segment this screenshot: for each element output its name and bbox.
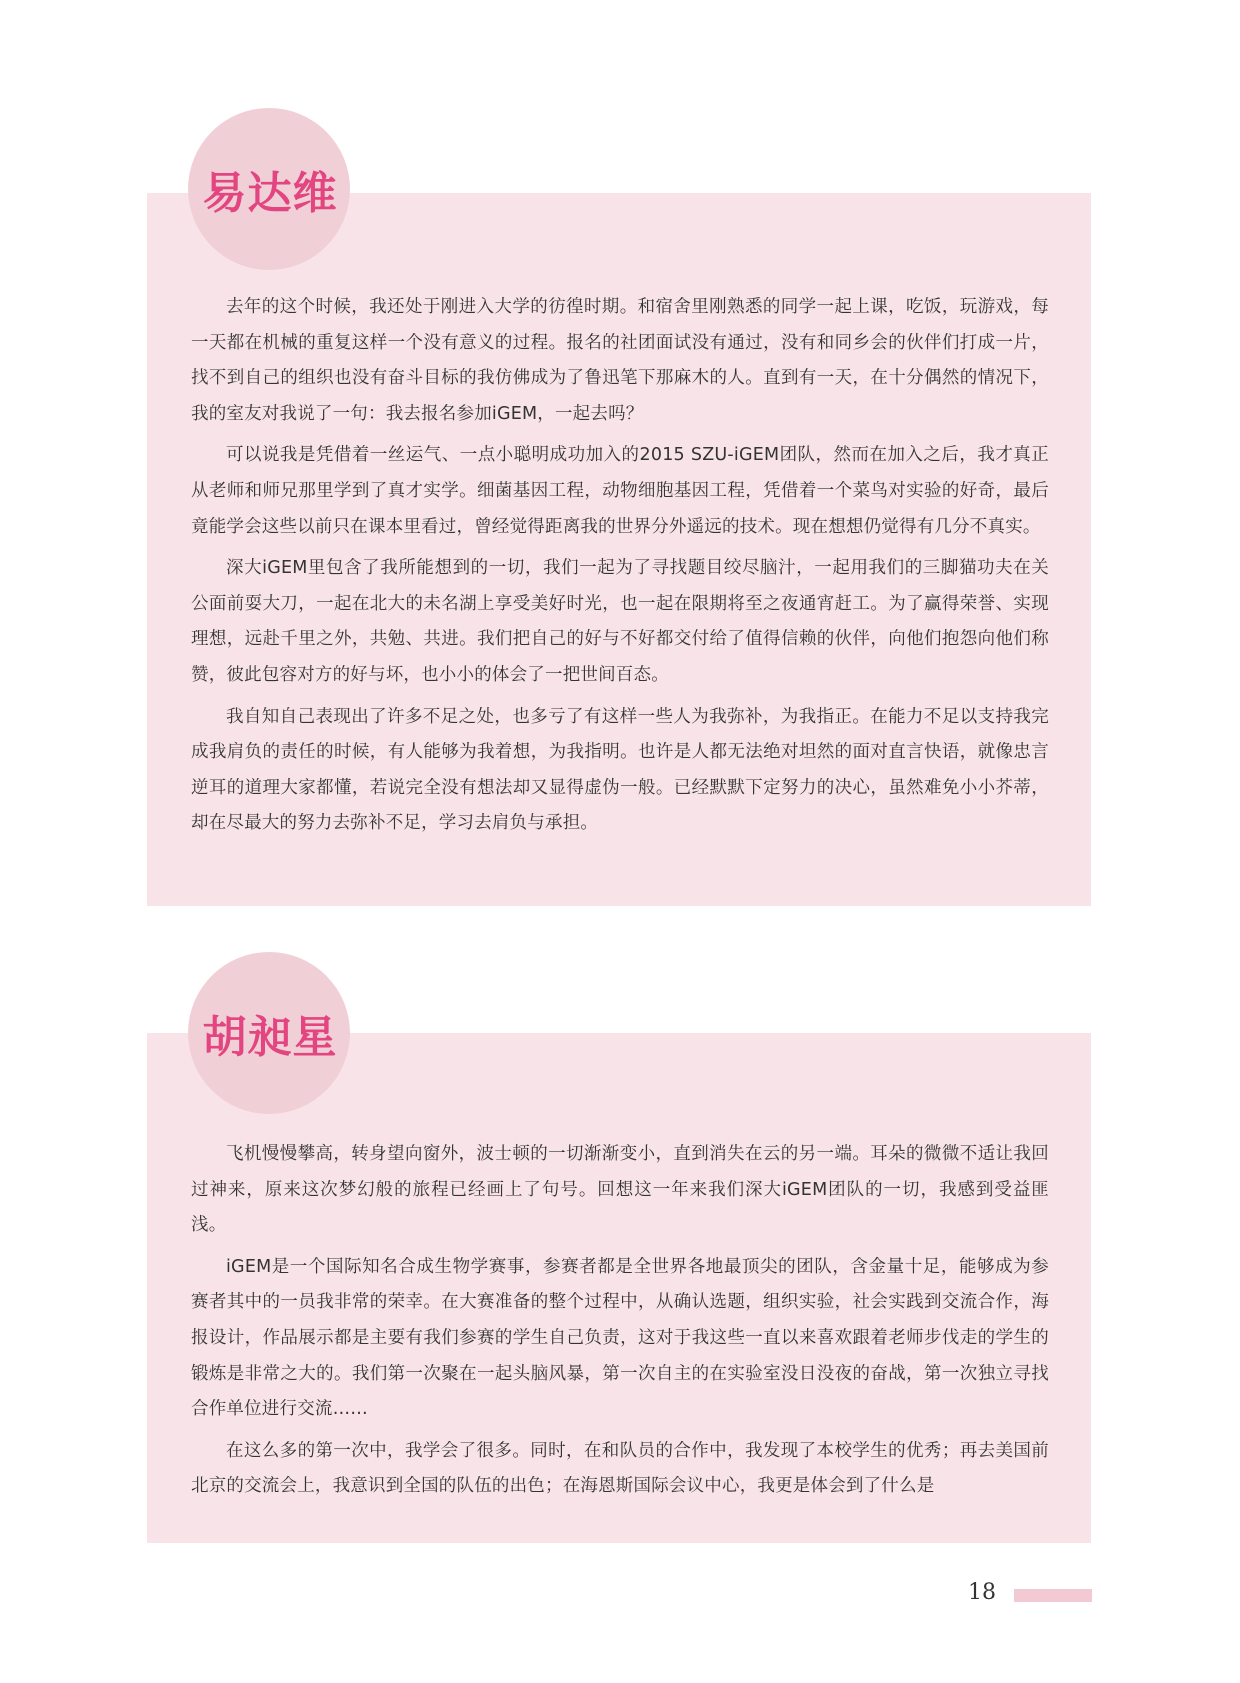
name-badge [188,952,350,1114]
section-author-name: 易达维 [202,168,338,219]
body-paragraph: iGEM是一个国际知名合成生物学赛事，参赛者都是全世界各地最顶尖的团队，含金量十足，能够成为参赛者其中的一员我非常的荣幸。在大赛准备的整个过程中，从确认选题，组织实验，社会实践到交流合作，海报设计，作品展示都是主要有我们参赛的学生自己负责，这对于我这些一直以来喜欢跟着老师步伐走的学生的锻炼是非常之大的。我们第一次聚在一起头脑风暴，第一次自主的在实验室没日没夜的奋战，第一次独立寻找合作单位进行交流…… [191,1256,1049,1420]
body-paragraph: 我自知自己表现出了许多不足之处，也多亏了有这样一些人为我弥补，为我指正。在能力不足以支持我完成我肩负的责任的时候，有人能够为我着想，为我指明。也许是人都无法绝对坦然的面对直言快语，就像忠言逆耳的道理大家都懂，若说完全没有想法却又显得虚伪一般。已经默默下定努力的决心，虽然难免小小芥蒂，却在尽最大的努力去弥补不足，学习去肩负与承担。 [191,706,1049,834]
body-paragraph: 深大iGEM里包含了我所能想到的一切，我们一起为了寻找题目绞尽脑汁，一起用我们的三脚猫功夫在关公面前耍大刀，一起在北大的未名湖上享受美好时光，也一起在限期将至之夜通宵赶工。为了赢得荣誉、实现理想，远赴千里之外，共勉、共进。我们把自己的好与不好都交付给了值得信赖的伙伴，向他们抱怨向他们称赞，彼此包容对方的好与坏，也小小的体会了一把世间百态。 [191,558,1049,685]
body-paragraph: 去年的这个时候，我还处于刚进入大学的彷徨时期。和宿舍里刚熟悉的同学一起上课，吃饭，玩游戏，每一天都在机械的重复这样一个没有意义的过程。报名的社团面试没有通过，没有和同乡会的伙伴们打成一片，找不到自己的组织也没有奋斗目标的我仿佛成为了鲁迅笔下那麻木的人。直到有一天，在十分偶然的情况下，我的室友对我说了一句：我去报名参加iGEM，一起去吗？ [191,297,1049,424]
section-body [191,290,1049,848]
body-paragraph: 在这么多的第一次中，我学会了很多。同时，在和队员的合作中，我发现了本校学生的优秀；再去美国前北京的交流会上，我意识到全国的队伍的出色；在海恩斯国际会议中心，我更是体会到了什么是 [191,1440,1049,1497]
page-number: 18 [968,1580,996,1605]
section-body [191,1137,1049,1511]
section-author-name: 胡昶星 [202,1012,338,1063]
name-badge [188,108,350,270]
body-paragraph: 飞机慢慢攀高，转身望向窗外，波士顿的一切渐渐变小，直到消失在云的另一端。耳朵的微微不适让我回过神来，原来这次梦幻般的旅程已经画上了句号。回想这一年来我们深大iGEM团队的一切，我感到受益匪浅。 [191,1144,1049,1236]
body-paragraph: 可以说我是凭借着一丝运气、一点小聪明成功加入的2015 SZU-iGEM团队，然而在加入之后，我才真正从老师和师兄那里学到了真才实学。细菌基因工程，动物细胞基因工程，凭借着一个菜鸟对实验的好奇，最后竟能学会这些以前只在课本里看过，曾经觉得距离我的世界分外遥远的技术。现在想想仍觉得有几分不真实。 [191,445,1049,537]
page-number-bar [1014,1589,1092,1602]
